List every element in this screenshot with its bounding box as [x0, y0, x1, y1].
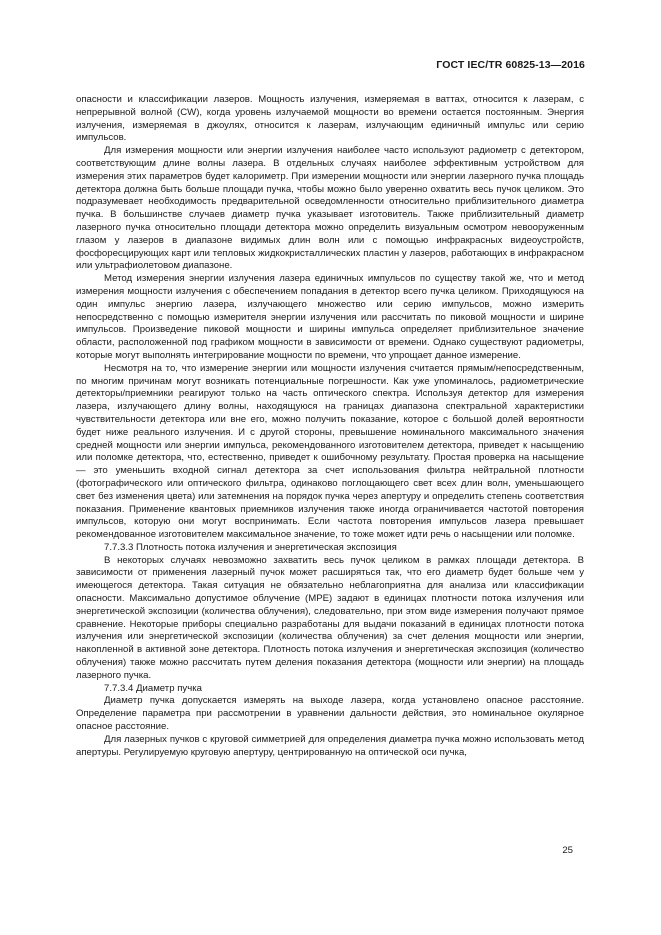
- section-heading: 7.7.3.3 Плотность потока излучения и энергетическая экспозиция: [104, 541, 397, 553]
- paragraph: В некоторых случаях невозможно захватить весь пучок целиком в рамках площади детектора. В зависимости от применения лазерный пучок может расширяться так, что его диаметр будет больше чем у имеющегося детектора. Такая ситуация не обязательно неблагоприятна для анализа или классификации опасности. Максимально допустимое облучение (MPE) задают в единицах плотности потока излучения или энергетической экспозиции (количества облучения), следовательно, при этом виде измерения получают прямое сравнение. Некоторые приборы специально разработаны для выдачи показаний в единицах плотности потока излучения или энергетической экспозиции (количества облучения) за счет деления мощности или энергии, накопленной в активной зоне детектора. Плотность потока излучения и энергетическая экспозиция (количество облучения) также можно рассчитать путем деления показания детектора (мощности или энергии) на площадь лазерного пучка.: [76, 554, 584, 681]
- paragraph: Диаметр пучка допускается измерять на выходе лазера, когда установлено опасное расстояние. Определение параметра при рассмотрении в уравнении дальности действия, это номинальное окулярное опасное расстояние.: [76, 695, 584, 733]
- document-header: ГОСТ IEC/TR 60825-13—2016: [436, 59, 585, 71]
- paragraph: Метод измерения энергии излучения лазера единичных импульсов по существу такой же, что и метод измерения мощности излучения с обеспечением попадания в детектор всего пучка целиком. Приходящуюся на один импульс энергию лазера, излучающего множество или серию импульсов, можно измерить непосредственно с помощью измерителя энергии излучения или рассчитать по пиковой мощности и ширине импульсов. Произведение пиковой мощности и ширины импульса определяет приблизительное значение области, расположенной под графиком мощности в зависимости от времени. Однако существуют радиометры, которые могут выполнять интегрирование мощности по времени, что упрощает данное измерение.: [76, 273, 584, 361]
- section-heading: 7.7.3.4 Диаметр пучка: [104, 682, 202, 694]
- paragraph: Несмотря на то, что измерение энергии или мощности излучения считается прямым/непосредственным, по многим причинам могут возникать потенциальные погрешности. Как уже упоминалось, радиометрические детекторы/приемники реагируют только на часть оптического спектра. Используя детектор для измерения лазера, излучающего длину волны, находящуюся на границах диапазона спектральной характеристики чувствительности детектора или вне его, можно получить показание, которое с большой долей вероятности будет ниже реального излучения. И с другой стороны, превышение номинального максимального значения средней мощности или энергии импульса, рекомендованного изготовителем детектора, приведет к насыщению или поломке детектора, что, естественно, приведет к ошибочному результату. Простая проверка на насыщение — это уменьшить входной сигнал детектора за счет использования фильтра нейтральной плотности (фотографического или оптического фильтра, одинаково поглощающего свет всех длин волн, уменьшающего свет без изменения цвета) или затемнения на порядок пучка через апертуру и определить степень соответствия показания. Применение квантовых приемников излучения также иногда ограничивается частотой повторения импульсов, которую они могут воспринимать. Если частота повторения импульсов лазера превышает рекомендованное изготовителем максимальное значение, то тоже может идти речь о насыщении или поломке.: [76, 362, 584, 541]
- paragraph: Для измерения мощности или энергии излучения наиболее часто используют радиометр с детектором, соответствующим длине волны лазера. В отдельных случаях наиболее эффективным устройством для измерения этих параметров будет калориметр. При измерении мощности или энергии лазерного пучка площадь детектора должна быть больше площади пучка, чтобы можно было уверенно охватить весь пучок целиком. Это подразумевает необходимость предварительной осведомленности относительно приблизительного диаметра пучка. В большинстве случаев диаметр пучка указывает изготовитель. Также приблизительный диаметр лазерного пучка относительно площади детектора можно определить визуальным осмотром невооруженным глазом у лазеров в диапазоне видимых длин волн или с помощью инфракрасных видеоустройств, фосфоресцирующих карт или тепловых жидкокристаллических пластин у лазеров, работающих в инфракрасном или ультрафиолетовом диапазоне.: [76, 145, 584, 272]
- paragraph: опасности и классификации лазеров. Мощность излучения, измеряемая в ваттах, относится к лазерам, с непрерывной волной (CW), когда уровень излучаемой мощности во времени остается постоянным. Энергия излучения, измеряемая в джоулях, относится к лазерам, излучающим единичный импульс или серию импульсов.: [76, 94, 584, 144]
- paragraph: Для лазерных пучков с круговой симметрией для определения диаметра пучка можно использовать метод апертуры. Регулируемую круговую апертуру, центрированную на оптической оси пучка,: [76, 733, 584, 758]
- body-text: [76, 94, 584, 759]
- page-number: 25: [562, 845, 573, 856]
